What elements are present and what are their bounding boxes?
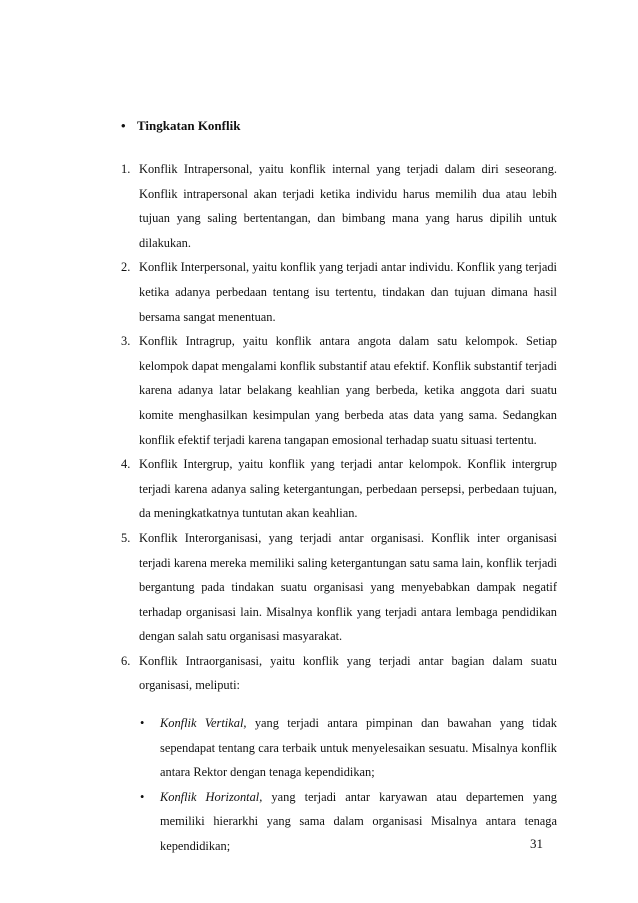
- item-text: Konflik Interpersonal, yaitu konflik yang terjadi antar individu. Konflik yang terjadi ketika adanya perbedaan tentang isu tertentu, tindakan dan tujuan dimana hasil bersama sangat menentuan.: [139, 260, 557, 324]
- page-number: 31: [530, 836, 543, 851]
- item-number: 3.: [121, 334, 131, 349]
- list-item: [121, 649, 557, 859]
- heading-bullet: •: [121, 118, 126, 133]
- list-item: [121, 329, 557, 452]
- sub-bullet: •: [140, 716, 145, 731]
- item-number: 4.: [121, 457, 131, 472]
- item-text: Konflik Intergrup, yaitu konflik yang terjadi antar kelompok. Konflik intergrup terjadi karena adanya saling ketergantungan, perbedaan persepsi, perbedaan tujuan, da meningkatkatnya tuntutan akan keahlian.: [139, 457, 557, 521]
- item-number: 2.: [121, 260, 131, 275]
- sub-term: Konflik Vertikal,: [160, 716, 247, 731]
- sub-bullet: •: [140, 789, 145, 804]
- sublist-item: [139, 711, 557, 785]
- item-text: Konflik Intrapersonal, yaitu konflik internal yang terjadi dalam diri seseorang. Konflik intrapersonal akan terjadi ketika individu harus memilih dua atau lebih tujuan yang saling bertentangan, dan bimbang mana yang harus dipilih untuk dilakukan.: [139, 162, 557, 250]
- item-number: 1.: [121, 162, 131, 176]
- sub-text: yang terjadi antar karyawan atau departemen yang memiliki hierarkhi yang sama dalam organisasi Misalnya antara tenaga kependidikan;: [160, 789, 557, 854]
- list-item: [121, 526, 557, 649]
- bullet-sublist: [139, 711, 557, 859]
- item-number: 5.: [121, 530, 131, 545]
- list-item: [121, 255, 557, 329]
- item-text: Konflik Intragrup, yaitu konflik antara angota dalam satu kelompok. Setiap kelompok dapat mengalami konflik substantif atau efektif. Konflik substantif terjadi karena adanya latar belakang keahlian yang berbeda, ketika anggota dari suatu komite menghasilkan kesimpulan yang berbeda atas data yang sama. Sedangkan konflik efektif terjadi karena tangapan emosional terhadap suatu situasi tertentu.: [139, 334, 557, 447]
- sub-term: Konflik Horizontal,: [160, 789, 263, 804]
- list-item: [121, 452, 557, 526]
- heading-text: Tingkatan Konflik: [137, 118, 241, 133]
- sublist-item: [139, 785, 557, 859]
- item-number: 6.: [121, 653, 131, 668]
- item-text: Konflik Intraorganisasi, yaitu konflik yang terjadi antar bagian dalam suatu organisasi, meliputi:: [139, 653, 557, 693]
- numbered-list: [121, 157, 557, 859]
- list-item: [121, 157, 557, 255]
- sub-text: yang terjadi antara pimpinan dan bawahan yang tidak sependapat tentang cara terbaik untuk menyelesaikan sesuatu. Misalnya konflik antara Rektor dengan tenaga kependidikan;: [160, 716, 557, 780]
- item-text: Konflik Interorganisasi, yang terjadi antar organisasi. Konflik inter organisasi terjadi karena mereka memiliki saling ketergantungan satu sama lain, konflik terjadi bergantung pada tindakan suatu organisasi yang menyebabkan dampak negatif terhadap organisasi lain. Misalnya konflik yang terjadi antara lembaga pendidikan dengan salah satu organisasi masyarakat.: [139, 530, 557, 644]
